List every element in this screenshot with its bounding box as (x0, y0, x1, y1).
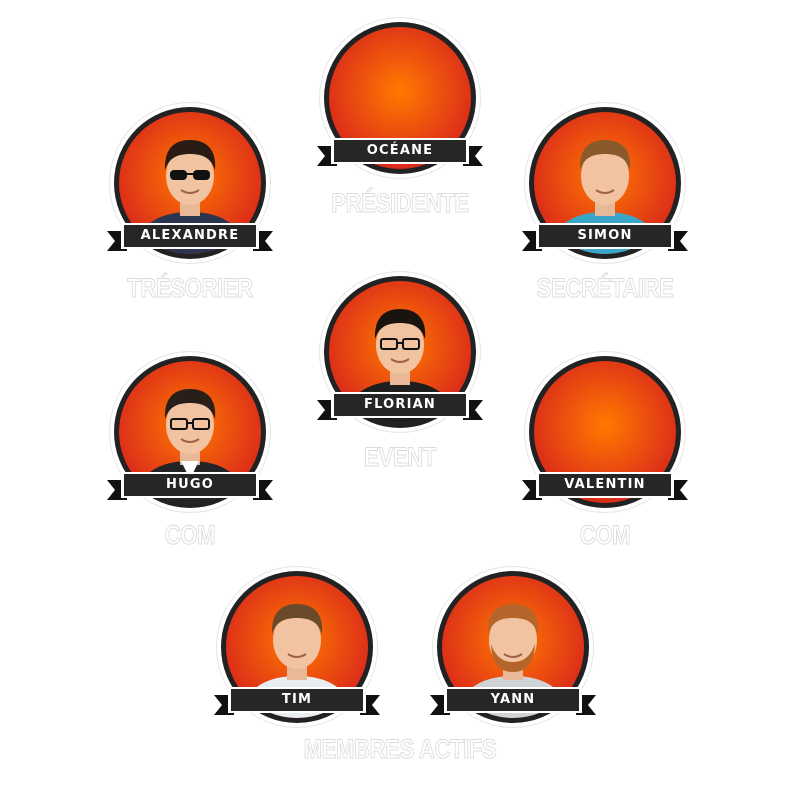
member-card-tim (212, 567, 382, 737)
member-name: OCÉANE (366, 143, 434, 158)
name-ribbon (315, 390, 485, 422)
member-card-valentin (520, 352, 690, 522)
role-label-com-left: COM (164, 520, 216, 550)
sunglasses-bridge (185, 173, 195, 175)
member-name: HUGO (166, 477, 214, 492)
sunglasses-left (170, 170, 187, 180)
name-ribbon (520, 470, 690, 502)
sunglasses-right (193, 170, 210, 180)
member-card-oceane (315, 18, 485, 188)
member-name: FLORIAN (364, 397, 436, 412)
member-card-simon (520, 103, 690, 273)
role-label-membres-actifs: MEMBRES ACTIFS (303, 734, 497, 764)
member-card-yann (428, 567, 598, 737)
member-name: ALEXANDRE (140, 228, 240, 243)
member-name: YANN (490, 692, 536, 707)
role-label-presidente: PRÉSIDENTE (331, 188, 469, 218)
name-ribbon (105, 221, 275, 253)
role-label-event: EVENT (364, 442, 436, 472)
role-label-tresorier: TRÉSORIER (127, 273, 253, 303)
name-ribbon (520, 221, 690, 253)
name-ribbon (315, 136, 485, 168)
role-label-com-right: COM (579, 520, 631, 550)
member-card-hugo (105, 352, 275, 522)
name-ribbon (212, 685, 382, 717)
member-name: SIMON (577, 228, 633, 243)
member-card-alexandre (105, 103, 275, 273)
member-name: TIM (281, 692, 313, 707)
name-ribbon (105, 470, 275, 502)
member-name: VALENTIN (564, 477, 646, 492)
role-label-secretaire: SECRÉTAIRE (536, 273, 674, 303)
name-ribbon (428, 685, 598, 717)
member-card-florian (315, 272, 485, 442)
